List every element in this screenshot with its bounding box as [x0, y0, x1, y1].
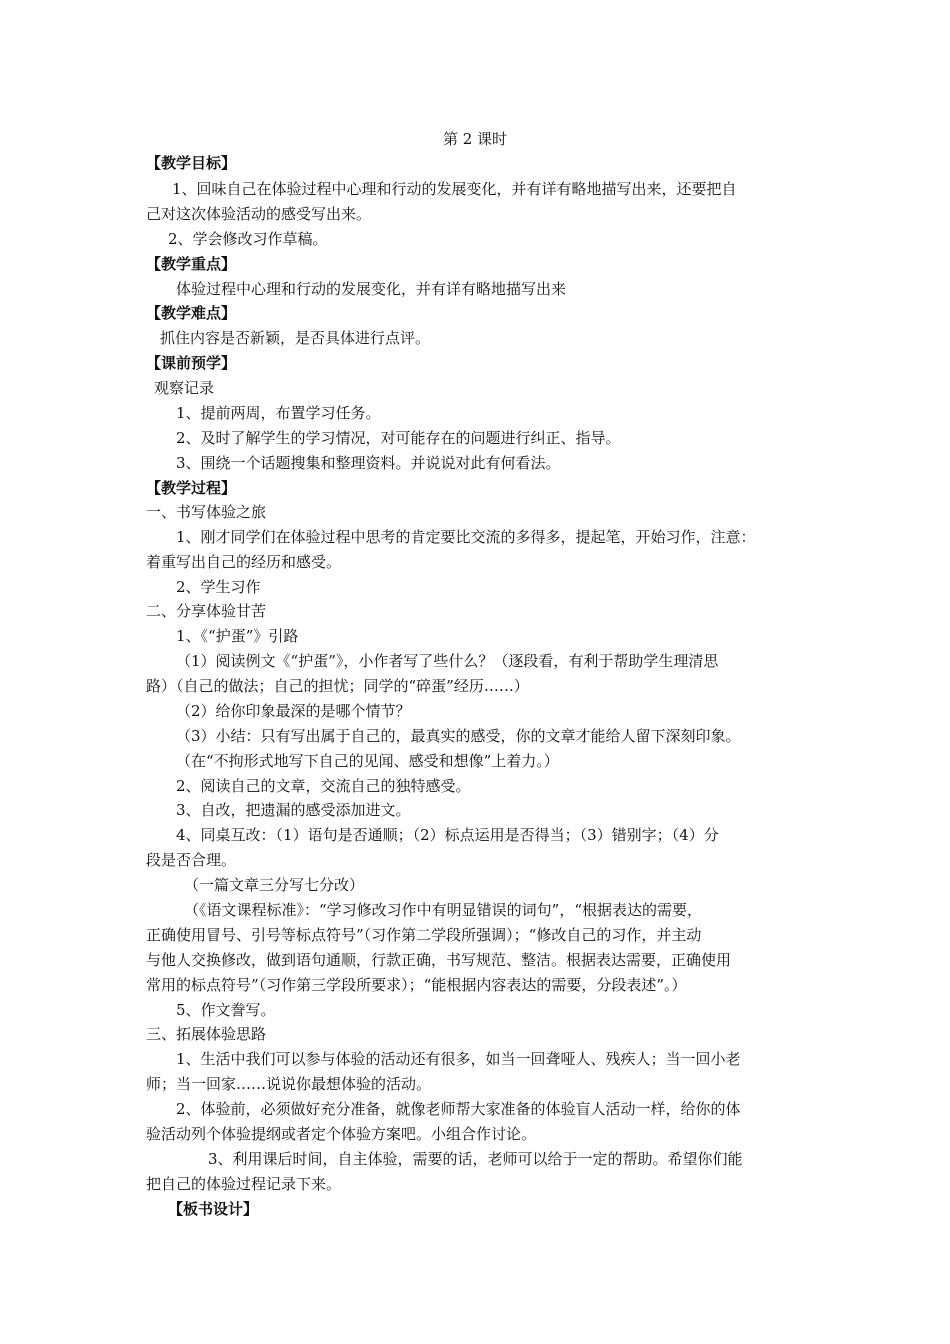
paragraph: 验活动列个体验提纲或者定个体验方案吧。小组合作讨论。: [146, 1125, 537, 1143]
heading-board-design: 【板书设计】: [168, 1200, 259, 1218]
paragraph: 3、围绕一个话题搜集和整理资料。并说说对此有何看法。: [176, 454, 561, 472]
heading-teaching-goals: 【教学目标】: [146, 154, 237, 172]
paragraph: 5、作文誊写。: [176, 1001, 276, 1019]
paragraph: 2、及时了解学生的学习情况，对可能存在的问题进行纠正、指导。: [176, 429, 621, 447]
paragraph: 4、同桌互改：（1）语句是否通顺；（2）标点运用是否得当；（3）错别字；（4）分: [176, 826, 719, 844]
paragraph: 2、学生习作: [176, 578, 261, 596]
paragraph: 2、阅读自己的文章，交流自己的独特感受。: [176, 777, 471, 795]
paragraph: 1、刚才同学们在体验过程中思考的肯定要比交流的多得多，提起笔，开始习作，注意：: [176, 528, 756, 546]
paragraph: （一篇文章三分写七分改）: [184, 876, 365, 894]
paragraph: 路）（自己的做法；自己的担忧；同学的“碎蛋”经历……）: [146, 677, 529, 695]
paragraph: （1）阅读例文《“护蛋”》，小作者写了些什么？（逐段看，有利于帮助学生理清思: [176, 652, 719, 670]
paragraph: 常用的标点符号”（习作第三学段所要求）；“能根据内容表达的需要，分段表述”。）: [146, 976, 687, 994]
paragraph: 2、体验前，必须做好充分准备，就像老师帮大家准备的体验盲人活动一样，给你的体: [176, 1100, 741, 1118]
paragraph: 观察记录: [154, 379, 215, 397]
paragraph: 与他人交换修改，做到语句通顺，行款正确，书写规范、整洁。根据表达需要，正确使用: [146, 951, 732, 969]
paragraph: 3、自改，把遗漏的感受添加进文。: [176, 801, 411, 819]
paragraph: （《语文课程标准》：“学习修改习作中有明显错误的词句”，“根据表达的需要，: [184, 901, 703, 919]
paragraph: （2）给你印象最深的是哪个情节？: [176, 702, 411, 720]
section-heading: 二、分享体验甘苦: [146, 602, 267, 620]
paragraph: 1、提前两周，布置学习任务。: [176, 404, 381, 422]
paragraph: 着重写出自己的经历和感受。: [146, 553, 342, 571]
paragraph: 段是否合理。: [146, 851, 237, 869]
paragraph: （在“不拘形式地写下自己的见闻、感受和想像”上着力。）: [176, 752, 559, 770]
heading-difficult-points: 【教学难点】: [146, 304, 237, 322]
heading-teaching-process: 【教学过程】: [146, 479, 237, 497]
paragraph: 体验过程中心理和行动的发展变化，并有详有略地描写出来: [176, 280, 567, 298]
section-heading: 三、拓展体验思路: [146, 1025, 267, 1043]
paragraph: 己对这次体验活动的感受写出来。: [146, 205, 372, 223]
paragraph: 1、《“护蛋”》引路: [176, 627, 299, 645]
paragraph: 2、学会修改习作草稿。: [168, 230, 328, 248]
section-heading: 一、书写体验之旅: [146, 503, 267, 521]
paragraph: 正确使用冒号、引号等标点符号”（习作第二学段所强调）；“修改自己的习作，并主动: [146, 926, 702, 944]
paragraph: 抓住内容是否新颖，是否具体进行点评。: [160, 329, 431, 347]
lesson-title: 第 2 课时: [442, 130, 508, 148]
paragraph: 3、利用课后时间，自主体验，需要的话，老师可以给于一定的帮助。希望你们能: [208, 1150, 743, 1168]
paragraph: 1、生活中我们可以参与体验的活动还有很多，如当一回聋哑人、残疾人；当一回小老: [176, 1050, 741, 1068]
paragraph: 1、回味自己在体验过程中心理和行动的发展变化，并有详有略地描写出来，还要把自: [172, 180, 737, 198]
heading-key-points: 【教学重点】: [146, 255, 237, 273]
paragraph: 师；当一回家……说说你最想体验的活动。: [146, 1075, 432, 1093]
paragraph: （3）小结：只有写出属于自己的，最真实的感受，你的文章才能给人留下深刻印象。: [176, 727, 741, 745]
heading-preview: 【课前预学】: [146, 354, 237, 372]
paragraph: 把自己的体验过程记录下来。: [146, 1175, 342, 1193]
